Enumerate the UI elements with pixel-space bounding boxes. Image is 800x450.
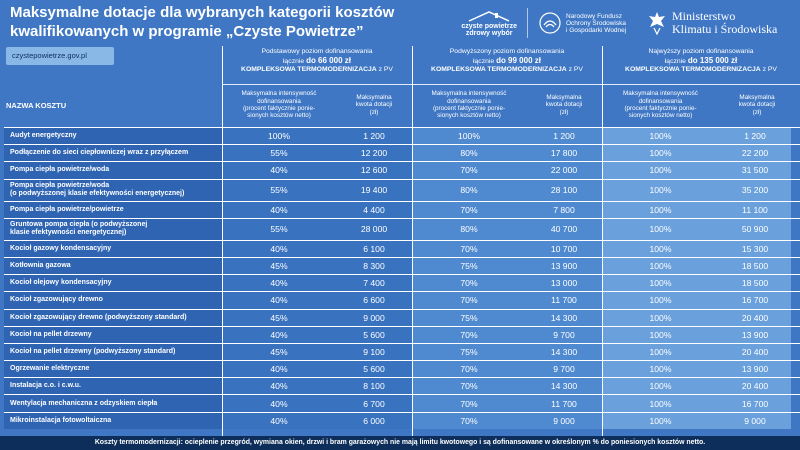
- table-row: [4, 309, 800, 326]
- cost-name-cell: [4, 180, 222, 201]
- table-row: [4, 412, 800, 429]
- table-row: [4, 127, 800, 144]
- amount-highest-cell: 13 900: [719, 327, 791, 343]
- intensity-3-line2: dofinansowania: [638, 97, 683, 105]
- cost-name: Kocioł olejowy kondensacyjny: [10, 279, 112, 287]
- intensity-highest-cell: 100%: [602, 180, 719, 201]
- amount-basic-cell: 28 000: [336, 219, 412, 240]
- intensity-basic-cell: 40%: [222, 292, 336, 308]
- cost-name: Pompa ciepła powietrze/powietrze: [10, 205, 124, 213]
- intensity-highest-cell: 100%: [602, 292, 719, 308]
- intensity-basic-cell: 40%: [222, 413, 336, 429]
- column-header-intensity-1: [222, 86, 336, 124]
- intensity-basic-cell: 40%: [222, 241, 336, 257]
- table-row: [4, 360, 800, 377]
- intensity-highest-cell: 100%: [602, 219, 719, 240]
- intensity-increased-cell: 75%: [412, 258, 526, 274]
- amount-basic-cell: 9 100: [336, 344, 412, 360]
- nfosigw-line1: Narodowy Fundusz: [566, 12, 622, 20]
- amount-basic-cell: 5 600: [336, 361, 412, 377]
- amount-basic-cell: 1 200: [336, 128, 412, 144]
- amount-highest-cell: 9 000: [719, 413, 791, 429]
- amount-basic-cell: 6 600: [336, 292, 412, 308]
- amount-basic-cell: 12 200: [336, 145, 412, 161]
- cost-name-cell: [4, 327, 222, 343]
- nfosigw-line2: Ochrony Środowiska: [566, 19, 626, 27]
- table-row: [4, 144, 800, 161]
- amount-basic-cell: 8 100: [336, 378, 412, 394]
- intensity-highest-cell: 100%: [602, 258, 719, 274]
- intensity-increased-cell: 70%: [412, 413, 526, 429]
- group-header-increased: [412, 46, 602, 84]
- cost-name-cell: [4, 162, 222, 178]
- amount-increased-cell: 14 300: [526, 344, 602, 360]
- amount-increased-cell: 9 000: [526, 413, 602, 429]
- amount-increased-cell: 40 700: [526, 219, 602, 240]
- cost-name: Kocioł na pellet drzewny (podwyższony standard): [10, 347, 176, 355]
- intensity-increased-cell: 70%: [412, 241, 526, 257]
- amount-highest-cell: 31 500: [719, 162, 791, 178]
- czyste-powietrze-logo-line2: zdrowy wybór: [465, 30, 513, 37]
- amount-1-line3: (zł): [369, 108, 379, 116]
- amount-2-line1: Maksymalna: [546, 94, 582, 102]
- amount-increased-cell: 10 700: [526, 241, 602, 257]
- website-link[interactable]: czystepowietrze.gov.pl: [6, 47, 114, 65]
- cost-name-cell: [4, 241, 222, 257]
- ministry-line1: Ministerstwo: [672, 9, 736, 23]
- table-row: [4, 240, 800, 257]
- table-row: [4, 274, 800, 291]
- intensity-basic-cell: 40%: [222, 202, 336, 218]
- title-line-2: kwalifikowanych w programie „Czyste Powietrze”: [10, 23, 364, 40]
- intensity-increased-cell: 80%: [412, 145, 526, 161]
- amount-highest-cell: 1 200: [719, 128, 791, 144]
- intensity-basic-cell: 55%: [222, 219, 336, 240]
- header-divider: [222, 84, 800, 85]
- group-increased-level: Podwyższony poziom dofinansowania: [449, 48, 565, 55]
- amount-highest-cell: 20 400: [719, 310, 791, 326]
- table-row: [4, 218, 800, 240]
- intensity-increased-cell: 70%: [412, 361, 526, 377]
- nfosigw-line3: i Gospodarki Wodnej: [566, 26, 627, 34]
- amount-highest-cell: 20 400: [719, 344, 791, 360]
- group-increased-amount: do 99 000 zł: [496, 55, 541, 65]
- table-row: [4, 394, 800, 411]
- intensity-2-line1: Maksymalna intensywność: [431, 90, 507, 98]
- intensity-basic-cell: 100%: [222, 128, 336, 144]
- table-row: [4, 201, 800, 218]
- amount-basic-cell: 7 400: [336, 275, 412, 291]
- intensity-increased-cell: 70%: [412, 275, 526, 291]
- table-row: [4, 291, 800, 308]
- cost-name-cell: [4, 145, 222, 161]
- intensity-highest-cell: 100%: [602, 344, 719, 360]
- nfosigw-logo: [538, 11, 636, 35]
- amount-basic-cell: 9 000: [336, 310, 412, 326]
- amount-highest-cell: 22 200: [719, 145, 791, 161]
- intensity-basic-cell: 40%: [222, 361, 336, 377]
- nfosigw-emblem-icon: [538, 11, 562, 35]
- intensity-basic-cell: 40%: [222, 378, 336, 394]
- intensity-increased-cell: 75%: [412, 344, 526, 360]
- intensity-highest-cell: 100%: [602, 128, 719, 144]
- intensity-basic-cell: 40%: [222, 275, 336, 291]
- amount-basic-cell: 6 000: [336, 413, 412, 429]
- intensity-increased-cell: 70%: [412, 162, 526, 178]
- amount-basic-cell: 8 300: [336, 258, 412, 274]
- intensity-basic-cell: 40%: [222, 395, 336, 411]
- amount-highest-cell: 16 700: [719, 292, 791, 308]
- amount-3-line3: (zł): [752, 108, 762, 116]
- amount-3-line2: kwota dotacji: [738, 101, 776, 109]
- cost-name: Instalacja c.o. i c.w.u.: [10, 382, 81, 390]
- cost-name: Audyt energetyczny: [10, 132, 77, 140]
- cost-name: Pompa ciepła powietrze/woda: [10, 182, 110, 190]
- intensity-increased-cell: 70%: [412, 378, 526, 394]
- cost-name: Gruntowa pompa ciepła (o podwyższonej: [10, 221, 148, 229]
- intensity-highest-cell: 100%: [602, 310, 719, 326]
- intensity-3-line3: (procent faktycznie ponie-: [624, 105, 697, 112]
- intensity-increased-cell: 70%: [412, 202, 526, 218]
- intensity-basic-cell: 45%: [222, 344, 336, 360]
- cost-name-cell: [4, 292, 222, 308]
- eagle-emblem-icon: [646, 10, 668, 36]
- column-header-intensity-3: [602, 86, 719, 124]
- amount-highest-cell: 16 700: [719, 395, 791, 411]
- czyste-powietrze-logo: [461, 9, 517, 37]
- cost-name-cell: [4, 275, 222, 291]
- ministry-line2: Klimatu i Środowiska: [672, 22, 778, 36]
- amount-increased-cell: 14 300: [526, 310, 602, 326]
- cost-name: Podłączenie do sieci ciepłowniczej wraz z przyłączem: [10, 149, 189, 157]
- intensity-3-line1: Maksymalna intensywność: [623, 90, 698, 98]
- page-title: [10, 3, 430, 41]
- intensity-basic-cell: 40%: [222, 327, 336, 343]
- table-row: [4, 343, 800, 360]
- intensity-3-line4: sionych kosztów netto): [628, 112, 693, 120]
- column-header-name: NAZWA KOSZTU: [6, 100, 67, 110]
- intensity-1-line4: sionych kosztów netto): [247, 112, 311, 120]
- amount-increased-cell: 17 800: [526, 145, 602, 161]
- amount-highest-cell: 35 200: [719, 180, 791, 201]
- amount-basic-cell: 6 700: [336, 395, 412, 411]
- cost-name-cell: [4, 202, 222, 218]
- intensity-basic-cell: 45%: [222, 310, 336, 326]
- table-row: [4, 257, 800, 274]
- amount-highest-cell: 20 400: [719, 378, 791, 394]
- czyste-powietrze-logo-line1: czyste powietrze: [461, 23, 517, 30]
- funding-level-headers: [222, 46, 800, 84]
- amount-increased-cell: 14 300: [526, 378, 602, 394]
- amount-highest-cell: 18 500: [719, 275, 791, 291]
- title-line-1: Maksymalne dotacje dla wybranych kategorii kosztów: [10, 4, 395, 21]
- intensity-basic-cell: 45%: [222, 258, 336, 274]
- column-header-amount-2: [526, 86, 602, 124]
- group-highest-suffix: z PV: [760, 66, 777, 73]
- group-increased-prefix: łącznie: [473, 57, 495, 65]
- cost-name-cell: [4, 258, 222, 274]
- amount-highest-cell: 50 900: [719, 219, 791, 240]
- intensity-highest-cell: 100%: [602, 145, 719, 161]
- intensity-1-line3: (procent faktycznie ponie-: [242, 105, 316, 112]
- amount-highest-cell: 13 900: [719, 361, 791, 377]
- logo-divider: [527, 8, 528, 38]
- cost-name-cell: [4, 413, 222, 429]
- intensity-increased-cell: 100%: [412, 128, 526, 144]
- intensity-1-line2: dofinansowania: [257, 97, 301, 105]
- group-header-highest: [602, 46, 800, 84]
- group-highest-amount: do 135 000 zł: [687, 55, 738, 65]
- intensity-increased-cell: 70%: [412, 292, 526, 308]
- group-highest-scope: KOMPLEKSOWA TERMOMODERNIZACJA: [625, 66, 761, 73]
- cost-name-line2: klasie efektywności energetycznej): [10, 229, 127, 237]
- amount-increased-cell: 11 700: [526, 395, 602, 411]
- group-divider-1: [222, 46, 223, 436]
- cost-name-cell: [4, 378, 222, 394]
- cost-name: Ogrzewanie elektryczne: [10, 365, 90, 373]
- amount-highest-cell: 11 100: [719, 202, 791, 218]
- intensity-highest-cell: 100%: [602, 202, 719, 218]
- amount-highest-cell: 18 500: [719, 258, 791, 274]
- amount-3-line1: Maksymalna: [739, 94, 775, 102]
- intensity-basic-cell: 55%: [222, 180, 336, 201]
- amount-1-line2: kwota dotacji: [355, 101, 393, 109]
- intensity-2-line4: sionych kosztów netto): [437, 112, 501, 120]
- amount-basic-cell: 6 100: [336, 241, 412, 257]
- cost-name-cell: [4, 310, 222, 326]
- intensity-increased-cell: 80%: [412, 219, 526, 240]
- group-increased-scope: KOMPLEKSOWA TERMOMODERNIZACJA: [431, 66, 567, 73]
- column-header-amount-3: [719, 86, 795, 124]
- table-row: [4, 161, 800, 178]
- cost-name: Kocioł na pellet drzewny: [10, 330, 92, 338]
- cost-name-cell: [4, 395, 222, 411]
- amount-increased-cell: 11 700: [526, 292, 602, 308]
- table-row: [4, 326, 800, 343]
- column-header-intensity-2: [412, 86, 526, 124]
- group-basic-amount: do 66 000 zł: [306, 55, 351, 65]
- ministry-logo: [646, 10, 792, 36]
- intensity-highest-cell: 100%: [602, 162, 719, 178]
- amount-1-line1: Maksymalna: [356, 94, 392, 102]
- cost-name: Pompa ciepła powietrze/woda: [10, 166, 110, 174]
- amount-highest-cell: 15 300: [719, 241, 791, 257]
- cost-name: Kocioł gazowy kondensacyjny: [10, 244, 112, 252]
- intensity-increased-cell: 70%: [412, 395, 526, 411]
- table-row: [4, 179, 800, 201]
- group-divider-3: [602, 46, 603, 436]
- amount-basic-cell: 4 400: [336, 202, 412, 218]
- group-header-basic: [222, 46, 412, 84]
- cost-name-cell: [4, 219, 222, 240]
- group-highest-level: Najwyższy poziom dofinansowania: [648, 48, 754, 55]
- group-basic-suffix: z PV: [376, 66, 393, 73]
- intensity-increased-cell: 75%: [412, 310, 526, 326]
- amount-basic-cell: 5 600: [336, 327, 412, 343]
- amount-basic-cell: 19 400: [336, 180, 412, 201]
- house-icon: [465, 9, 513, 23]
- intensity-highest-cell: 100%: [602, 395, 719, 411]
- amount-increased-cell: 9 700: [526, 361, 602, 377]
- intensity-highest-cell: 100%: [602, 378, 719, 394]
- intensity-highest-cell: 100%: [602, 413, 719, 429]
- amount-increased-cell: 9 700: [526, 327, 602, 343]
- intensity-basic-cell: 40%: [222, 162, 336, 178]
- cost-name: Kocioł zgazowujący drewno (podwyższony standard): [10, 313, 187, 321]
- intensity-highest-cell: 100%: [602, 241, 719, 257]
- cost-name-cell: [4, 361, 222, 377]
- intensity-highest-cell: 100%: [602, 275, 719, 291]
- intensity-1-line1: Maksymalna intensywność: [241, 90, 317, 98]
- amount-increased-cell: 1 200: [526, 128, 602, 144]
- logos: [461, 6, 792, 40]
- cost-table: [4, 127, 800, 429]
- table-row: [4, 377, 800, 394]
- group-basic-scope: KOMPLEKSOWA TERMOMODERNIZACJA: [241, 66, 377, 73]
- amount-increased-cell: 28 100: [526, 180, 602, 201]
- cost-name: Kotłownia gazowa: [10, 262, 71, 270]
- amount-increased-cell: 22 000: [526, 162, 602, 178]
- cost-name: Kocioł zgazowujący drewno: [10, 296, 103, 304]
- amount-increased-cell: 7 800: [526, 202, 602, 218]
- intensity-highest-cell: 100%: [602, 327, 719, 343]
- amount-basic-cell: 12 600: [336, 162, 412, 178]
- group-highest-prefix: łącznie: [664, 57, 686, 65]
- cost-name-line2: (o podwyższonej klasie efektywności energetycznej): [10, 190, 185, 198]
- group-divider-2: [412, 46, 413, 436]
- intensity-2-line3: (procent faktycznie ponie-: [432, 105, 506, 112]
- group-increased-suffix: z PV: [566, 66, 583, 73]
- intensity-increased-cell: 80%: [412, 180, 526, 201]
- intensity-increased-cell: 70%: [412, 327, 526, 343]
- amount-increased-cell: 13 000: [526, 275, 602, 291]
- intensity-2-line2: dofinansowania: [447, 97, 491, 105]
- column-header-amount-1: [336, 86, 412, 124]
- cost-name: Wentylacja mechaniczna z odzyskiem ciepła: [10, 399, 158, 407]
- cost-name-cell: [4, 128, 222, 144]
- group-basic-prefix: łącznie: [283, 57, 305, 65]
- amount-2-line2: kwota dotacji: [545, 101, 583, 109]
- cost-name-cell: [4, 344, 222, 360]
- footer-note: Koszty termomodernizacji: ocieplenie przegród, wymiana okien, drzwi i bram garażowych nie mają limitu kwotowego i są dofinansowane w określonym % do poniesionych kosztów netto.: [0, 436, 800, 450]
- group-basic-level: Podstawowy poziom dofinansowania: [261, 48, 373, 55]
- cost-name: Mikroinstalacja fotowoltaiczna: [10, 416, 112, 424]
- intensity-highest-cell: 100%: [602, 361, 719, 377]
- header: [0, 0, 800, 45]
- intensity-basic-cell: 55%: [222, 145, 336, 161]
- amount-2-line3: (zł): [559, 108, 569, 116]
- amount-increased-cell: 13 900: [526, 258, 602, 274]
